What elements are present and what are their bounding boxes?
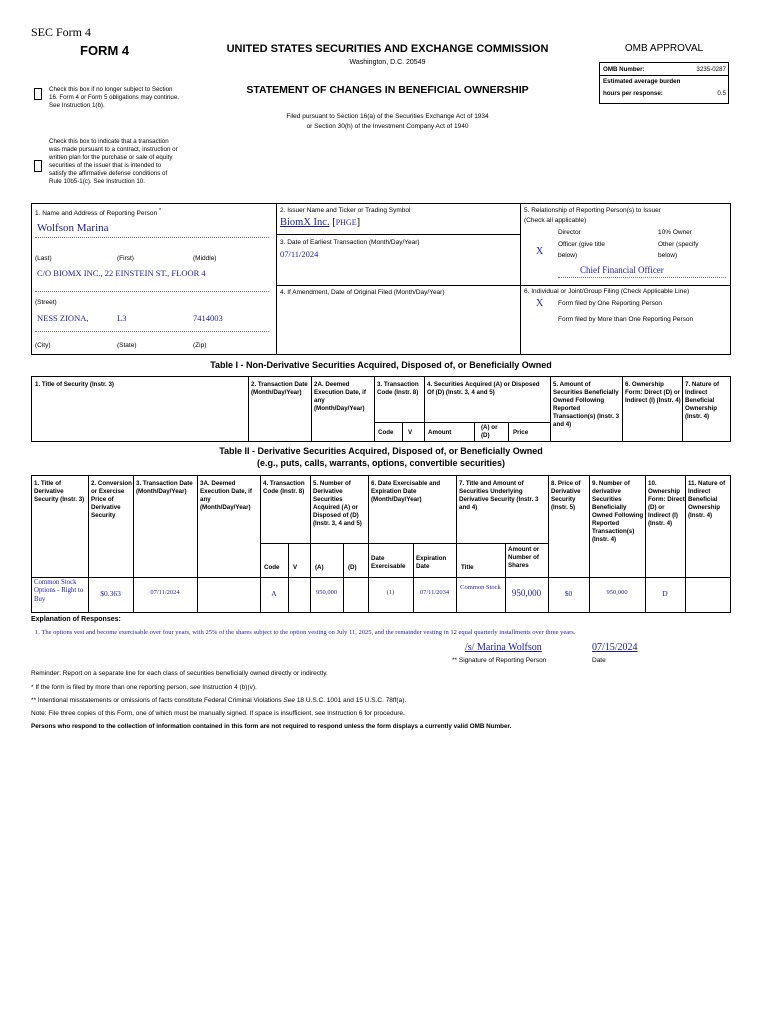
filing-check-mark[interactable]: X [536, 298, 544, 309]
signature-value[interactable]: /s/ Marina Wolfson [465, 642, 542, 653]
divider-issuer [276, 234, 520, 235]
t1-col2a: 2A. Deemed Execution Date, if any (Month/Day/Year) [314, 381, 366, 413]
agency-city: Washington, D.C. 20549 [349, 59, 426, 66]
issuer-label: 2. Issuer Name and Ticker or Trading Symbol [280, 207, 411, 214]
t2-sub-d: (D) [348, 564, 357, 571]
t2-sub-v: V [293, 564, 298, 571]
t1-sub-code: Code [378, 429, 394, 436]
divider-col1 [276, 203, 277, 355]
t1-div-g [682, 376, 683, 442]
name-line [35, 237, 269, 238]
explanation-heading: Explanation of Responses: [31, 616, 121, 623]
rule-10b5-1-checkbox[interactable] [34, 160, 42, 172]
street-line [35, 291, 269, 292]
rule-10b5-1-text: Check this box to indicate that a transaction was made pursuant to a contract, instruction or written plan for the purchase or sale of equity securities of the issuer that is intended to satisfy the affirmative defense conditions of Rule 10b5-1(c). See Instruction 10. [49, 138, 178, 186]
persons-respond-note: Persons who respond to the collection of information contained in this form are not required to respond unless the form displays a currently valid OMB Number. [31, 723, 512, 730]
t1-sub-price: Price [513, 429, 529, 436]
signature-date[interactable]: 07/15/2024 [592, 642, 638, 653]
divider-col2 [520, 203, 521, 355]
t2-row-owned-following[interactable]: 950,000 [606, 589, 628, 596]
officer-check-mark[interactable]: X [536, 246, 544, 257]
t2-col8: 8. Price of Derivative Security (Instr. 5) [551, 480, 581, 512]
t2-row-ownership-form[interactable]: D [662, 589, 668, 598]
footnote-double-star: ** Intentional misstatements or omissions of facts constitute Federal Criminal Violations See 18 U.S.C. 1001 and 15 U.S.C. 78ff(a). [31, 697, 407, 704]
t2-row-underlying-title[interactable]: Common Stock [460, 584, 501, 591]
t1-div-c [374, 376, 375, 442]
omb-burden-label-2: hours per response: [603, 90, 663, 97]
t2-col4: 4. Transaction Code (Instr. 8) [263, 480, 305, 496]
t2-div-7 [456, 475, 457, 613]
t2-sub-line-c [456, 543, 548, 544]
t2-sub-div-b [343, 543, 344, 613]
zip-value[interactable]: 7414003 [193, 313, 223, 323]
t2-col3: 3. Transaction Date (Month/Day/Year) [136, 480, 193, 496]
filing-label: 6. Individual or Joint/Group Filing (Check Applicable Line) [524, 288, 690, 295]
ticker-close: ] [356, 217, 361, 228]
filed-pursuant-line2: or Section 30(h) of the Investment Company Act of 1940 [306, 123, 469, 130]
filed-pursuant-line1: Filed pursuant to Section 16(a) of the Securities Exchange Act of 1934 [286, 113, 489, 120]
issuer-name[interactable]: BiomX Inc. [280, 217, 330, 228]
t1-div-b [311, 376, 312, 442]
t2-sub-a: (A) [315, 564, 324, 571]
t2-col2: 2. Conversion or Exercise Price of Derivative Security [91, 480, 132, 520]
t1-col5: 5. Amount of Securities Beneficially Owned Following Reported Transaction(s) (Instr. 3 and 4) [553, 381, 620, 429]
explanation-note-1: 1. The options vest and become exercisable over four years, with 25% of the shares subject to the option vesting on July 11, 2025, and the remainder vesting in 12 equal quarterly installments over three years. [35, 629, 576, 636]
t2-col7: 7. Title and Amount of Securities Underlying Derivative Security (Instr. 3 and 4) [459, 480, 539, 512]
table2-title-2: (e.g., puts, calls, warrants, options, convertible securities) [256, 458, 506, 468]
earliest-transaction-label: 3. Date of Earliest Transaction (Month/Day/Year) [280, 239, 420, 246]
t2-row-code[interactable]: A [271, 589, 277, 598]
ten-pct-owner-option[interactable]: 10% Owner [658, 229, 692, 236]
t1-sub-aord: (A) or (D) [481, 424, 498, 440]
amendment-label: 4. If Amendment, Date of Original Filed (Month/Day/Year) [280, 289, 445, 296]
earliest-transaction-value[interactable]: 07/11/2024 [280, 249, 319, 259]
filing-one-option[interactable]: Form filed by One Reporting Person [558, 300, 663, 307]
relationship-label-2: (Check all applicable) [524, 217, 587, 224]
officer-title[interactable]: Chief Financial Officer [580, 265, 664, 275]
officer-option-1[interactable]: Officer (give title [558, 241, 605, 248]
t1-div-d [424, 376, 425, 442]
other-option-2: below) [658, 252, 678, 259]
t1-div-f [622, 376, 623, 442]
zip-label: (Zip) [193, 342, 207, 349]
form-title: FORM 4 [80, 43, 130, 58]
t2-row-underlying-amount[interactable]: 950,000 [511, 588, 542, 598]
t2-row-expiration[interactable]: 07/11/2034 [419, 589, 450, 596]
other-option-1[interactable]: Other (specify [658, 241, 699, 248]
state-value[interactable]: L3 [117, 313, 127, 323]
city-line [35, 331, 269, 332]
t2-div-3 [197, 475, 198, 613]
t2-sub-code: Code [264, 564, 280, 571]
city-label: (City) [35, 342, 51, 349]
t2-row-date[interactable]: 07/11/2024 [150, 589, 180, 596]
city-value[interactable]: NESS ZIONA, [37, 313, 89, 323]
sec-form-label: SEC Form 4 [31, 25, 92, 39]
officer-title-line [558, 277, 726, 278]
t2-col10: 10. Ownership Form: Direct (D) or Indirect (I) (Instr. 4) [648, 480, 685, 528]
t1-col3: 3. Transaction Code (Instr. 8) [377, 381, 419, 397]
issuer-name-ticker [280, 217, 360, 228]
street-label: (Street) [35, 299, 57, 306]
t2-sub-div-a [288, 543, 289, 613]
t2-sub-amount: Amount or Number of Shares [508, 546, 540, 570]
t1-sub-div-c [508, 422, 509, 442]
officer-option-2: below) [558, 252, 578, 259]
t2-col5: 5. Number of Derivative Securities Acquired (A) or Disposed of (D) (Instr. 3, 4 and 5) [313, 480, 362, 528]
reporting-section-box [31, 203, 731, 355]
middle-label: (Middle) [193, 255, 217, 262]
state-label: (State) [117, 342, 137, 349]
omb-number-value: 3235-0287 [696, 66, 726, 73]
t1-col6: 6. Ownership Form: Direct (D) or Indirect (I) (Instr. 4) [625, 381, 681, 405]
t1-div-e [550, 376, 551, 442]
table2-title-1: Table II - Derivative Securities Acquired, Disposed of, or Beneficially Owned [219, 446, 543, 456]
t2-col11: 11. Nature of Indirect Beneficial Ownership (Instr. 4) [688, 480, 726, 520]
ticker-open: [ [332, 217, 336, 228]
omb-divider [599, 75, 729, 76]
t2-sub-date-ex: Date Exercisable [371, 555, 406, 571]
t1-col7: 7. Nature of Indirect Beneficial Ownership (Instr. 4) [685, 381, 720, 421]
reporting-person-name[interactable]: Wolfson Marina [37, 222, 109, 234]
t1-sub-line [374, 422, 550, 423]
t2-row-title[interactable]: Common Stock Options - Right to Buy [34, 579, 84, 603]
divider-amend [276, 285, 731, 286]
agency-title: UNITED STATES SECURITIES AND EXCHANGE COMMISSION [226, 43, 549, 55]
t2-row-conversion[interactable]: $0.363 [100, 589, 121, 598]
omb-approval-title: OMB APPROVAL [624, 43, 704, 54]
t1-div-a [248, 376, 249, 442]
t1-sub-div-a [402, 422, 403, 442]
t1-sub-v: V [408, 429, 413, 436]
t2-sub-title: Title [461, 564, 474, 571]
issuer-ticker[interactable]: PHGE [335, 218, 357, 227]
t2-sub-exp: Expiration Date [416, 555, 447, 571]
first-label: (First) [117, 255, 134, 262]
omb-number-label: OMB Number: [603, 66, 645, 73]
t1-col1: 1. Title of Security (Instr. 3) [35, 381, 114, 388]
t2-row-exercisable[interactable]: (1) [386, 589, 395, 596]
reporting-person-label: 1. Name and Address of Reporting Person * [35, 208, 162, 218]
director-option[interactable]: Director [558, 229, 581, 236]
t2-sub-div-c [413, 543, 414, 613]
footnote-star: * If the form is filed by more than one reporting person, see Instruction 4 (b)(v). [31, 684, 257, 691]
signature-date-label: Date [592, 657, 606, 664]
t2-sub-line-b [368, 543, 456, 544]
last-label: (Last) [35, 255, 52, 262]
t1-col4: 4. Securities Acquired (A) or Disposed Of (D) (Instr. 3, 4 and 5) [427, 381, 540, 397]
t2-sub-div-d [505, 543, 506, 613]
t1-col2: 2. Transaction Date (Month/Day/Year) [251, 381, 308, 397]
t2-col3a: 3A. Deemed Execution Date, if any (Month/Day/Year) [200, 480, 252, 512]
t2-col6: 6. Date Exercisable and Expiration Date (Month/Day/Year) [371, 480, 441, 504]
t2-col9: 9. Number of derivative Securities Beneficially Owned Following Reported Transaction(s) (Instr. 4) [592, 480, 644, 544]
no-longer-subject-checkbox[interactable] [34, 88, 42, 100]
relationship-label-1: 5. Relationship of Reporting Person(s) to Issuer [524, 207, 661, 214]
t2-sub-line-a [260, 543, 368, 544]
t2-row-price[interactable]: $0 [564, 589, 573, 598]
t2-row-line [31, 577, 731, 578]
t1-sub-div-b [474, 422, 475, 442]
omb-burden-value: 0.5 [717, 90, 726, 97]
t2-row-acquired[interactable]: 950,000 [315, 589, 338, 596]
filing-more-option[interactable]: Form filed by More than One Reporting Person [558, 316, 694, 323]
reminder-text: Reminder: Report on a separate line for each class of securities beneficially owned directly or indirectly. [31, 670, 328, 677]
signature-label: ** Signature of Reporting Person [452, 657, 547, 664]
statement-title: STATEMENT OF CHANGES IN BENEFICIAL OWNERSHIP [246, 84, 529, 96]
t1-sub-amount: Amount [428, 429, 452, 436]
omb-burden-label-1: Estimated average burden [603, 78, 681, 85]
no-longer-subject-text: Check this box if no longer subject to Section 16. Form 4 or Form 5 obligations may continue. See Instruction 1(b). [49, 86, 179, 110]
street-value[interactable]: C/O BIOMX INC., 22 EINSTEIN ST., FLOOR 4 [37, 268, 206, 278]
note-file-copies: Note: File three copies of this Form, one of which must be manually signed. If space is insufficient, see Instruction 6 for procedure. [31, 710, 405, 717]
t2-col1: 1. Title of Derivative Security (Instr. 3) [34, 480, 85, 504]
table1-title: Table I - Non-Derivative Securities Acquired, Disposed of, or Beneficially Owned [210, 360, 552, 370]
